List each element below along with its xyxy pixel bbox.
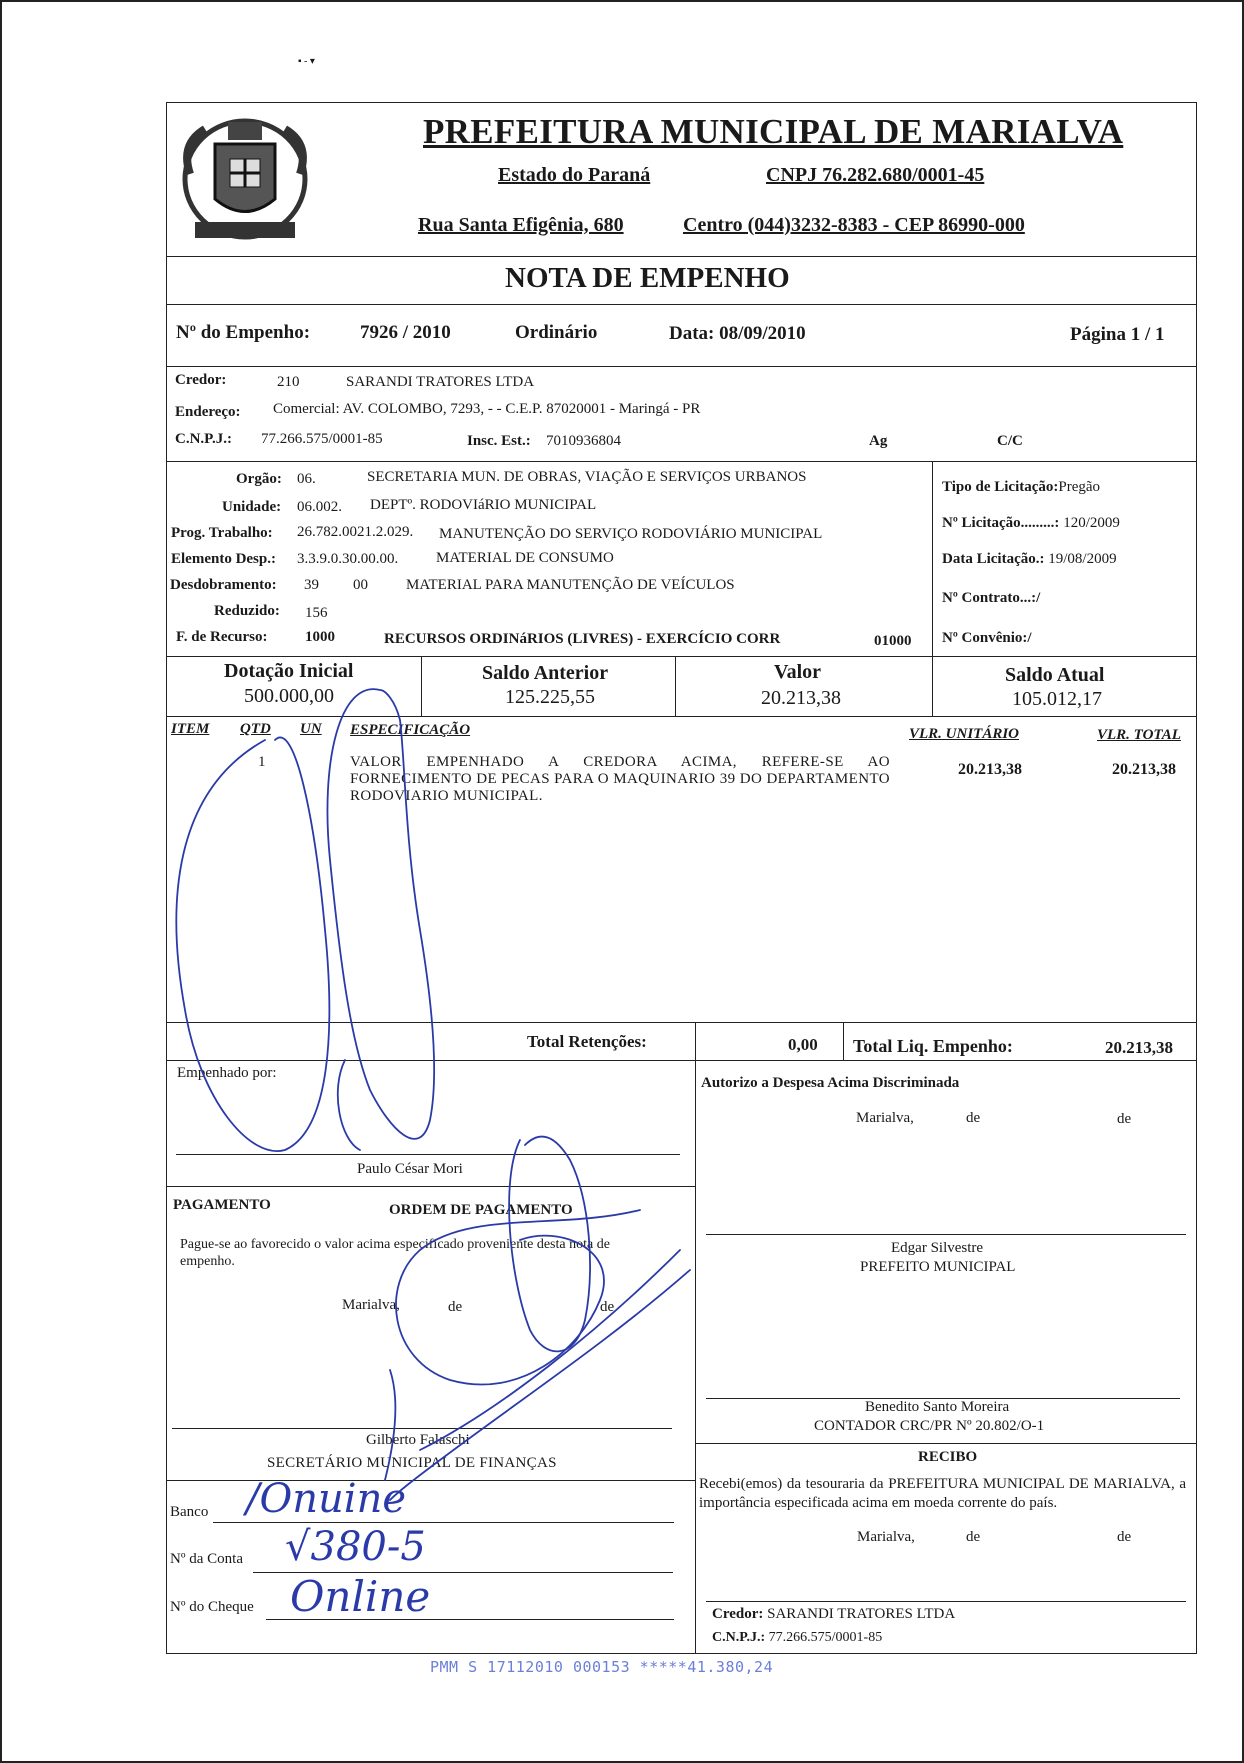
prefeito-title: PREFEITO MUNICIPAL <box>860 1259 1016 1275</box>
recibo-de-2: de <box>1117 1529 1132 1545</box>
item-total-value: 20.213,38 <box>1112 761 1176 778</box>
divider <box>932 656 933 716</box>
header-state: Estado do Paraná <box>498 164 651 186</box>
recibo-cnpj: C.N.P.J.: 77.266.575/0001-85 <box>712 1630 883 1645</box>
recurso-code: 1000 <box>305 629 335 645</box>
col-qtd: QTD <box>240 721 271 737</box>
recibo-text: Recebi(emos) da tesouraria da PREFEITURA MUNICIPAL DE MARIALVA, a importância especificada acima em moeda corrente do país. <box>699 1476 1186 1511</box>
header-address: Rua Santa Efigênia, 680 <box>418 214 624 236</box>
unidade-name: DEPTº. RODOVIáRIO MUNICIPAL <box>370 497 597 513</box>
divider <box>166 256 1197 257</box>
credor-name: SARANDI TRATORES LTDA <box>346 374 535 390</box>
recurso-name: RECURSOS ORDINáRIOS (LIVRES) - EXERCÍCIO CORR <box>384 631 781 647</box>
signature-line <box>706 1601 1186 1602</box>
orgao-label: Orgão: <box>236 471 282 487</box>
licitacao-date-label: Data Licitação.: 19/08/2009 <box>942 551 1117 567</box>
payment-de-2: de <box>600 1299 615 1315</box>
payment-de-1: de <box>448 1299 463 1315</box>
valor-value: 20.213,38 <box>761 687 841 709</box>
col-item: ITEM <box>171 721 210 737</box>
banco-line <box>213 1522 674 1523</box>
divider <box>166 1060 1197 1061</box>
secretario-name: Gilberto Falaschi <box>366 1432 470 1448</box>
divider <box>166 716 1197 717</box>
signature-line <box>706 1234 1186 1235</box>
col-un: UN <box>300 721 322 737</box>
prog-name: MANUTENÇÃO DO SERVIÇO RODOVIÁRIO MUNICIPAL <box>439 526 823 542</box>
col-especificacao: ESPECIFICAÇÃO <box>350 722 471 738</box>
item-qty: 1 <box>258 754 266 770</box>
divider <box>695 1443 1197 1444</box>
elemento-label: Elemento Desp.: <box>171 551 276 567</box>
licitacao-type-label: Tipo de Licitação:Pregão <box>942 479 1101 495</box>
unidade-code: 06.002. <box>297 499 342 515</box>
divider <box>166 304 1197 305</box>
recibo-credor: Credor: SARANDI TRATORES LTDA <box>712 1606 956 1622</box>
elemento-code: 3.3.9.0.30.00.00. <box>297 551 399 567</box>
divider <box>695 1060 696 1654</box>
orgao-name: SECRETARIA MUN. DE OBRAS, VIAÇÃO E SERVIÇOS URBANOS <box>367 469 807 485</box>
total-retencoes-value: 0,00 <box>788 1035 818 1054</box>
pagamento-title: PAGAMENTO <box>173 1197 271 1213</box>
prefeito-name: Edgar Silvestre <box>891 1240 984 1256</box>
recurso-number: 01000 <box>874 633 912 649</box>
total-liquido-value: 20.213,38 <box>1105 1038 1173 1057</box>
total-retencoes-label: Total Retenções: <box>527 1032 647 1051</box>
licitacao-number-label: Nº Licitação.........: 120/2009 <box>942 515 1120 531</box>
reduzido-label: Reduzido: <box>214 603 280 619</box>
recibo-title: RECIBO <box>918 1449 978 1465</box>
convenio-label: Nº Convênio:/ <box>942 630 1032 646</box>
empenhado-por-label: Empenhado por: <box>177 1065 277 1081</box>
empenho-number: 7926 / 2010 <box>360 322 451 343</box>
empenho-number-label: Nº do Empenho: <box>176 322 311 343</box>
autorizo-place: Marialva, <box>856 1110 914 1126</box>
divider <box>932 461 933 656</box>
total-liquido-label: Total Liq. Empenho: <box>853 1036 1013 1056</box>
divider <box>695 1022 696 1060</box>
header-cnpj: CNPJ 76.282.680/0001-45 <box>766 164 985 186</box>
divider <box>166 1186 695 1187</box>
cheque-label: Nº do Cheque <box>170 1599 254 1615</box>
dotacao-label: Dotação Inicial <box>224 660 354 682</box>
endereco-label: Endereço: <box>175 404 241 420</box>
empenho-date: Data: 08/09/2010 <box>669 323 806 344</box>
reduzido-value: 156 <box>305 605 328 621</box>
divider <box>675 656 676 716</box>
divider <box>166 656 1197 657</box>
banco-label: Banco <box>170 1504 209 1520</box>
saldo-atual-label: Saldo Atual <box>1005 664 1105 686</box>
signature-line <box>172 1428 672 1429</box>
prog-label: Prog. Trabalho: <box>171 525 273 541</box>
document-title: NOTA DE EMPENHO <box>505 262 790 294</box>
secretario-title: SECRETÁRIO MUNICIPAL DE FINANÇAS <box>267 1455 557 1471</box>
divider <box>166 461 1197 462</box>
contador-name: Benedito Santo Moreira <box>865 1399 1010 1415</box>
item-unit-value: 20.213,38 <box>958 761 1022 778</box>
page-indicator: Página 1 / 1 <box>1070 324 1165 345</box>
unidade-label: Unidade: <box>222 499 282 515</box>
elemento-name: MATERIAL DE CONSUMO <box>436 550 614 566</box>
conta-handwritten: √380-5 <box>285 1524 426 1570</box>
valor-label: Valor <box>774 661 822 683</box>
payment-text: Pague-se ao favorecido o valor acima especificado proveniente desta nota de empenho. <box>180 1237 610 1269</box>
autorizo-de-2: de <box>1117 1111 1132 1127</box>
empenhado-por-name: Paulo César Mori <box>357 1161 463 1177</box>
col-vlr-total: VLR. TOTAL <box>1097 727 1181 743</box>
saldo-anterior-value: 125.225,55 <box>505 686 595 708</box>
saldo-atual-value: 105.012,17 <box>1012 688 1102 710</box>
divider <box>166 366 1197 367</box>
credor-label: Credor: <box>175 372 227 388</box>
prog-code: 26.782.0021.2.029. <box>297 524 414 540</box>
item-description: VALOR EMPENHADO A CREDORA ACIMA, REFERE-SE AO FORNECIMENTO DE PECAS PARA O MAQUINARIO 39 DO DEPARTAMENTO RODOVIARIO MUNICIPAL. <box>350 754 890 804</box>
cheque-handwritten: Online <box>290 1572 431 1621</box>
col-vlr-unitario: VLR. UNITÁRIO <box>909 726 1020 742</box>
cnpj-value: 77.266.575/0001-85 <box>261 431 383 447</box>
payment-place: Marialva, <box>342 1297 400 1313</box>
ag-label: Ag <box>869 433 888 449</box>
signature-line <box>176 1154 680 1155</box>
insc-est-value: 7010936804 <box>546 433 621 449</box>
autorizo-de-1: de <box>966 1110 981 1126</box>
conta-label: Nº da Conta <box>170 1551 243 1567</box>
endereco-value: Comercial: AV. COLOMBO, 7293, - - C.E.P. 87020001 - Maringá - PR <box>273 401 701 417</box>
contador-title: CONTADOR CRC/PR Nº 20.802/O-1 <box>814 1418 1045 1434</box>
divider <box>166 1022 1197 1023</box>
cc-label: C/C <box>997 433 1023 449</box>
orgao-code: 06. <box>297 471 316 487</box>
desdobramento-label: Desdobramento: <box>170 577 277 593</box>
header-contact: Centro (044)3232-8383 - CEP 86990-000 <box>683 214 1025 236</box>
dotacao-value: 500.000,00 <box>244 685 334 707</box>
coat-of-arms <box>170 104 320 254</box>
recibo-de-1: de <box>966 1529 981 1545</box>
divider <box>421 656 422 716</box>
ordem-pagamento-title: ORDEM DE PAGAMENTO <box>389 1202 573 1218</box>
contrato-label: Nº Contrato...:/ <box>942 590 1041 606</box>
desdobramento-name: MATERIAL PARA MANUTENÇÃO DE VEÍCULOS <box>406 577 735 593</box>
autorizo-title: Autorizo a Despesa Acima Discriminada <box>701 1075 960 1091</box>
header-title: PREFEITURA MUNICIPAL DE MARIALVA <box>423 112 1124 151</box>
desdobramento-code: 39 <box>304 577 319 593</box>
cnpj-label: C.N.P.J.: <box>175 431 232 447</box>
banco-handwritten: /Onuine <box>246 1476 407 1522</box>
desdobramento-sub: 00 <box>353 577 368 593</box>
insc-est-label: Insc. Est.: <box>467 433 531 449</box>
recurso-label: F. de Recurso: <box>176 629 268 645</box>
payment-stamp: PMM S 17112010 000153 *****41.380,24 <box>430 1658 774 1676</box>
recibo-place: Marialva, <box>857 1529 915 1545</box>
scan-specks: ▪ ‐ ▾ <box>298 56 315 67</box>
divider <box>843 1022 844 1060</box>
empenho-type: Ordinário <box>515 322 598 343</box>
saldo-anterior-label: Saldo Anterior <box>482 662 609 684</box>
credor-code: 210 <box>277 374 300 390</box>
